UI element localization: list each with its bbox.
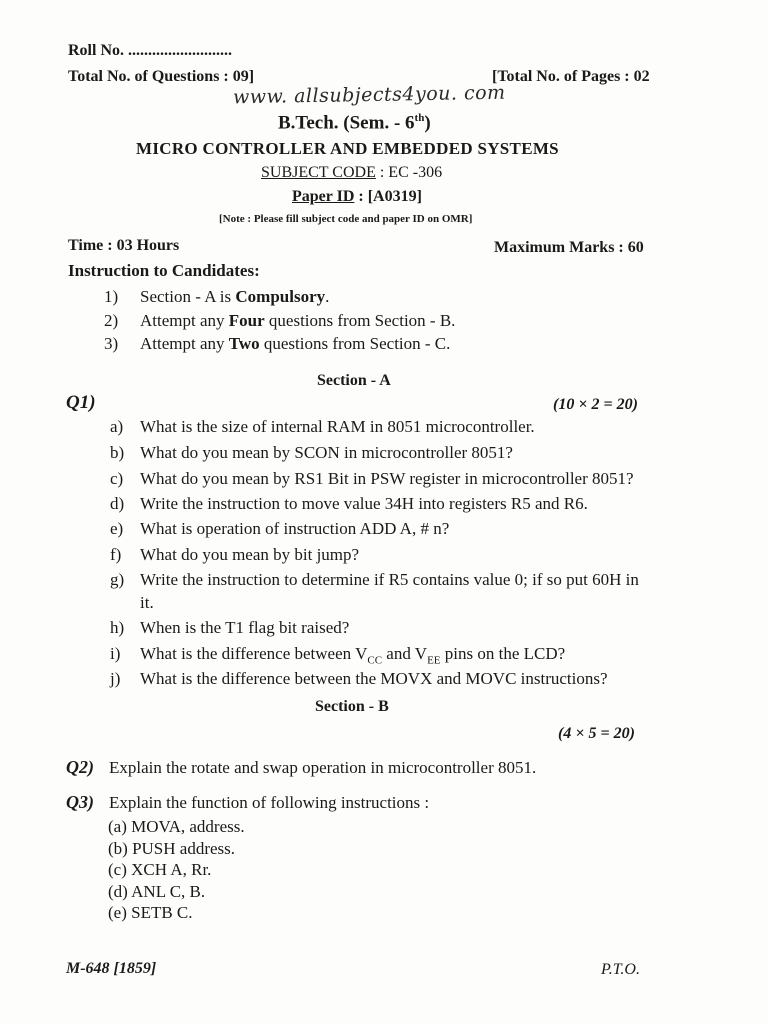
question-text: What is operation of instruction ADD A, # n? (140, 519, 450, 538)
handwritten-website: www. allsubjects4you. com (232, 81, 506, 109)
question-text-pre: What is the difference between V (140, 644, 368, 663)
instruction-number: 3) (104, 334, 119, 353)
question-text-continued: it. (140, 593, 154, 612)
question-text: What do you mean by RS1 Bit in PSW register in microcontroller 8051? (140, 469, 634, 488)
pto-label: P.T.O. (601, 961, 640, 978)
instruction-bold: Four (228, 311, 265, 330)
q3-text: Explain the function of following instructions : (109, 793, 430, 812)
question-subscript: EE (427, 654, 441, 667)
course-suffix: ) (424, 112, 431, 134)
instruction-post: questions from Section - C. (259, 334, 451, 353)
question-text-post: pins on the LCD? (440, 644, 566, 663)
question-label: a) (110, 417, 124, 436)
q3-label: Q3) (66, 792, 94, 812)
question-text: What do you mean by bit jump? (140, 545, 360, 564)
q2-text: Explain the rotate and swap operation in microcontroller 8051. (109, 758, 537, 777)
paper-id (292, 188, 422, 206)
instruction-text (140, 311, 455, 331)
instruction-post: questions from Section - B. (264, 311, 456, 330)
instruction-bold: Two (228, 334, 260, 353)
q1-label: Q1) (66, 392, 96, 413)
question-label: g) (110, 570, 125, 589)
q3-option: (c) XCH A, Rr. (108, 860, 212, 879)
course-semester (278, 112, 431, 134)
total-pages: [Total No. of Pages : 02 (492, 68, 650, 85)
instruction-post: . (325, 287, 330, 306)
roll-number-field: Roll No. .......................... (68, 42, 232, 59)
instruction-pre: Attempt any (140, 311, 229, 330)
question-text: What is the size of internal RAM in 8051 microcontroller. (140, 417, 535, 436)
question-label: c) (110, 469, 124, 488)
question-subscript: CC (367, 654, 383, 667)
exam-time: Time : 03 Hours (68, 237, 180, 254)
q3-option: (d) ANL C, B. (108, 882, 206, 901)
instruction-number: 2) (104, 311, 119, 330)
question-text: What is the difference between the MOVX and MOVC instructions? (140, 669, 608, 688)
subject-code-label: SUBJECT CODE (261, 164, 376, 181)
course-prefix: B.Tech. (Sem. - 6 (278, 112, 415, 134)
subject-code-value: : EC -306 (375, 164, 443, 181)
question-label: b) (110, 443, 125, 462)
instruction-text (140, 287, 329, 307)
q3-option: (e) SETB C. (108, 903, 193, 922)
max-marks: Maximum Marks : 60 (494, 239, 644, 256)
course-sup: th (414, 112, 425, 124)
instruction-number: 1) (104, 287, 119, 306)
question-label: h) (110, 618, 125, 637)
instruction-bold: Compulsory (235, 287, 326, 306)
q1-marks: (10 × 2 = 20) (553, 396, 638, 413)
section-a-title: Section - A (317, 372, 391, 389)
question-text: Write the instruction to determine if R5 contains value 0; if so put 60H in (140, 570, 639, 589)
paper-code-footer: M-648 [1859] (66, 960, 157, 977)
question-text-mid: and V (382, 644, 428, 663)
subject-title: MICRO CONTROLLER AND EMBEDDED SYSTEMS (136, 139, 559, 158)
question-text: Write the instruction to move value 34H into registers R5 and R6. (140, 494, 588, 513)
question-label: d) (110, 494, 125, 513)
omr-note: [Note : Please fill subject code and paper ID on OMR] (219, 213, 473, 225)
section-b-title: Section - B (315, 698, 389, 715)
question-text: When is the T1 flag bit raised? (140, 618, 350, 637)
paper-id-label: Paper ID (292, 188, 355, 205)
question-label: i) (110, 644, 121, 663)
question-label: f) (110, 545, 122, 564)
question-text: What do you mean by SCON in microcontroller 8051? (140, 443, 513, 462)
paper-id-value: : [A0319] (354, 188, 422, 205)
question-label: j) (110, 669, 121, 688)
instruction-pre: Section - A is (140, 287, 236, 306)
subject-code (261, 164, 442, 182)
instruction-pre: Attempt any (140, 334, 229, 353)
question-label: e) (110, 519, 124, 538)
q3-option: (b) PUSH address. (108, 839, 236, 858)
instruction-text (140, 334, 450, 354)
question-text (140, 644, 565, 666)
section-b-marks: (4 × 5 = 20) (558, 725, 635, 742)
total-questions: Total No. of Questions : 09] (68, 68, 255, 85)
q3-option: (a) MOVA, address. (108, 817, 245, 836)
q2-label: Q2) (66, 757, 94, 777)
instructions-heading: Instruction to Candidates: (68, 261, 260, 280)
